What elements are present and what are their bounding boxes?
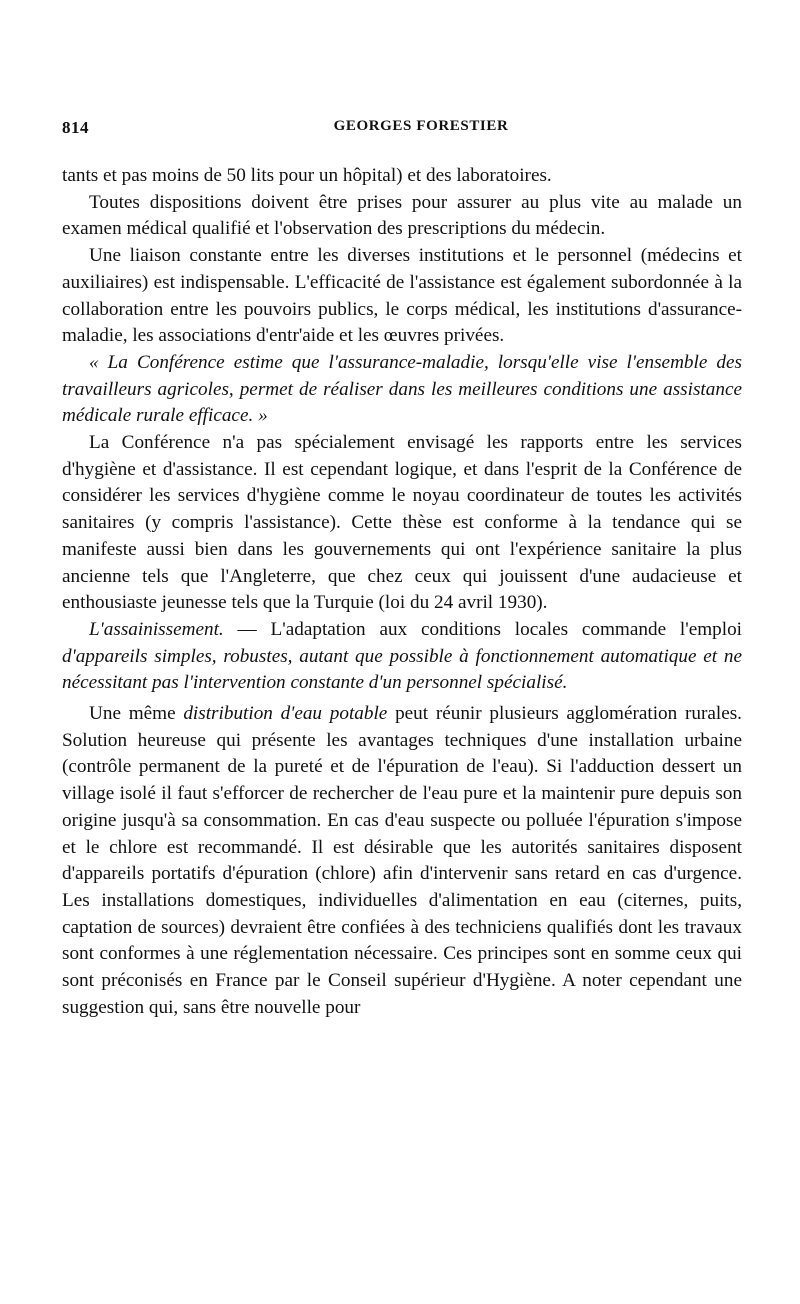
paragraph-dispositions: Toutes dispositions doivent être prises pour assurer au plus vite au malade un examen médical qualifié et l'observation des prescriptions du médecin. xyxy=(62,191,742,240)
page-number: 814 xyxy=(62,118,89,137)
paragraph-assainissement xyxy=(62,617,742,697)
paragraph-continuation: tants et pas moins de 50 lits pour un hôpital) et des laboratoires. xyxy=(62,165,552,186)
paragraph-eau-potable xyxy=(62,701,742,1021)
paragraph-hygiene-services: La Conférence n'a pas spécialement envisagé les rapports entre les services d'hygiène et d'assistance. Il est cependant logique, et dans l'esprit de la Conférence de considérer les services d'hygiène comme le noyau coordinateur de toutes les activités sanitaires (y compris l'assistance). Cette thèse est conforme à la tendance qui se manifeste aussi bien dans les gouvernements qui ont l'expérience sanitaire la plus ancienne tels que l'Angleterre, que chez ceux qui jouissent d'une audacieuse et enthousiaste jeunesse tels que la Turquie (loi du 24 avril 1930). xyxy=(62,432,742,614)
eau-potable-text: peut réunir plusieurs agglomération rurales. Solution heureuse qui présente les avantages techniques d'une installation urbaine (contrôle permanent de la pureté et de l'épuration de l'eau). Si l'adduction dessert un village isolé il faut s'efforcer de rechercher de l'eau pure et la maintenir pure depuis son origine jusqu'à sa consommation. En cas d'eau suspecte ou polluée l'épuration s'impose et le chlore est recommandé. Il est désirable que les autorités sanitaires disposent d'appareils portatifs d'épuration (chlore) afin d'intervenir sans retard en cas d'urgence. Les installations domestiques, individuelles d'alimentation en eau (citernes, puits, captation de sources) devraient être confiées à des techniciens qualifiés dont les travaux sont conformes à une réglementation nécessaire. Ces principes sont en somme ceux qui sont préconisés en France par le Conseil supérieur d'Hygiène. A noter cependant une suggestion qui, sans être nouvelle pour xyxy=(62,703,742,1018)
assainissement-text: — L'adaptation aux conditions locales commande l'emploi xyxy=(223,618,742,640)
assainissement-italic-text: d'appareils simples, robustes, autant que possible à fonctionnement automatique et ne nécessitant pas l'intervention constante d'un personnel spécialisé. xyxy=(62,645,742,694)
eau-potable-term: distribution d'eau potable xyxy=(183,703,388,725)
paragraph-liaison: Une liaison constante entre les diverses institutions et le personnel (médecins et auxiliaires) est indispensable. L'efficacité de l'assistance est également subordonnée à la collaboration entre les pouvoirs publics, le corps médical, les institutions d'assurance-maladie, les associations d'entr'aide et les œuvres privées. xyxy=(62,245,742,347)
running-head: GEORGES FORESTIER xyxy=(333,118,509,134)
conference-quote: « La Conférence estime que l'assurance-maladie, lorsqu'elle vise l'ensemble des travailleurs agricoles, permet de réaliser dans les meilleures conditions une assistance médicale rurale efficace. » xyxy=(62,351,742,427)
eau-potable-intro: Une même xyxy=(89,703,184,725)
page-header xyxy=(62,118,740,148)
body-text xyxy=(62,163,742,1022)
section-heading-assainissement: L'assainissement. xyxy=(89,618,224,640)
